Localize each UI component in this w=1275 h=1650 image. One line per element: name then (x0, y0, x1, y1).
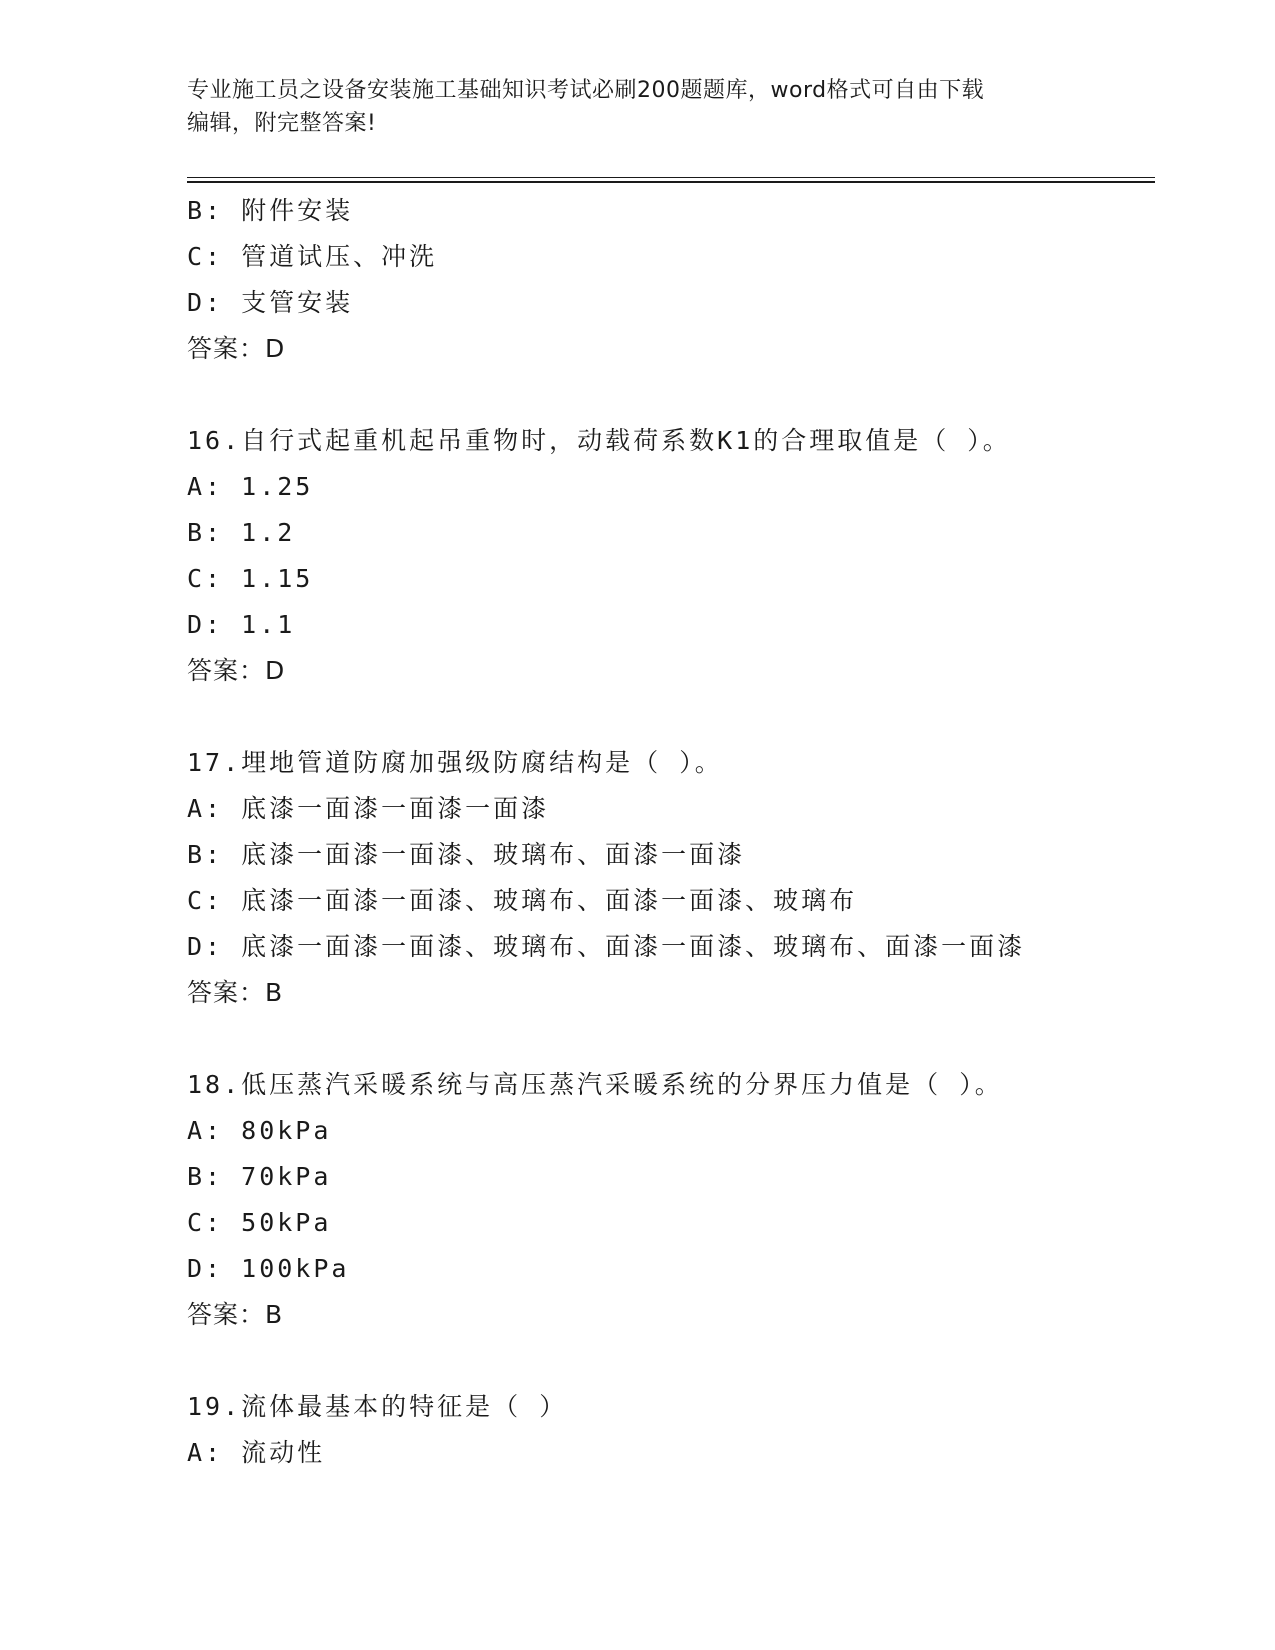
spacer (187, 1016, 1155, 1062)
question-list (187, 188, 1155, 1476)
question-stem: 16.自行式起重机起吊重物时，动载荷系数K1的合理取值是（ ）。 (187, 426, 1011, 455)
header-divider-thin (187, 177, 1155, 178)
answer-line: 答案：D (187, 334, 286, 363)
question-19 (187, 1384, 1155, 1476)
spacer (187, 372, 1155, 418)
option-d: D: 1.1 (187, 610, 296, 639)
option-a: A: 底漆一面漆一面漆一面漆 (187, 794, 550, 823)
option-c: C: 管道试压、冲洗 (187, 242, 438, 271)
option-c: C: 50kPa (187, 1208, 332, 1237)
option-b: B: 底漆一面漆一面漆、玻璃布、面漆一面漆 (187, 840, 746, 869)
question-15-continued (187, 188, 1155, 372)
spacer (187, 694, 1155, 740)
header-title-line-1: 专业施工员之设备安装施工基础知识考试必刷200题题库，word格式可自由下载 (187, 78, 985, 103)
question-16 (187, 418, 1155, 694)
spacer (187, 1338, 1155, 1384)
option-c: C: 底漆一面漆一面漆、玻璃布、面漆一面漆、玻璃布 (187, 886, 858, 915)
question-stem: 19.流体最基本的特征是（ ） (187, 1392, 568, 1421)
document-header (187, 74, 1067, 140)
option-a: A: 流动性 (187, 1438, 326, 1467)
option-b: B: 1.2 (187, 518, 296, 547)
option-d: D: 支管安装 (187, 288, 354, 317)
option-a: A: 80kPa (187, 1116, 332, 1145)
question-stem: 18.低压蒸汽采暖系统与高压蒸汽采暖系统的分界压力值是（ ）。 (187, 1070, 1003, 1099)
question-stem: 17.埋地管道防腐加强级防腐结构是（ ）。 (187, 748, 723, 777)
question-18 (187, 1062, 1155, 1338)
header-title-line-2: 编辑，附完整答案! (187, 111, 377, 136)
option-d: D: 100kPa (187, 1254, 350, 1283)
option-d: D: 底漆一面漆一面漆、玻璃布、面漆一面漆、玻璃布、面漆一面漆 (187, 932, 1026, 961)
answer-line: 答案：B (187, 978, 284, 1007)
option-b: B: 附件安装 (187, 196, 354, 225)
answer-line: 答案：D (187, 656, 286, 685)
option-a: A: 1.25 (187, 472, 314, 501)
answer-line: 答案：B (187, 1300, 284, 1329)
header-divider-thick (187, 181, 1155, 183)
option-c: C: 1.15 (187, 564, 314, 593)
option-b: B: 70kPa (187, 1162, 332, 1191)
question-17 (187, 740, 1155, 1016)
